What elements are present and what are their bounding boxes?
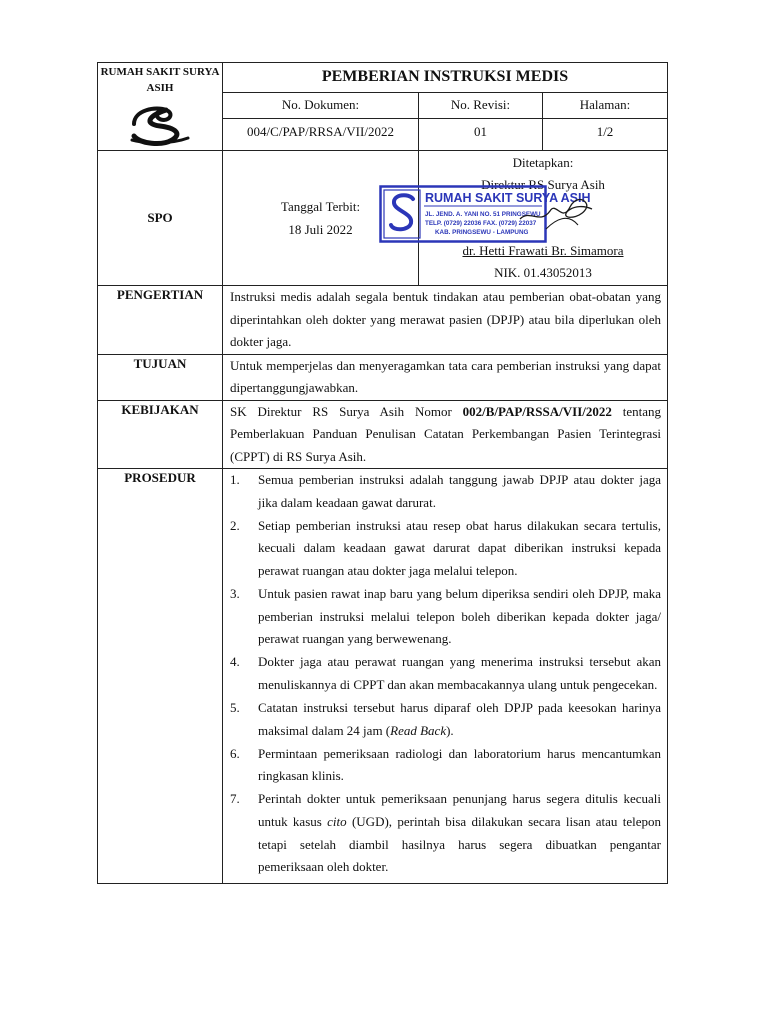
list-item: 3. Untuk pasien rawat inap baru yang belum diperiksa sendiri oleh DPJP, maka pemberian instruksi melalui telepon boleh diberikan kepada dokter jaga/ perawat ruangan yang berwewenang. xyxy=(230,585,661,647)
list-item: 5. Catatan instruksi tersebut harus diparaf oleh DPJP pada keesokan harinya maksimal dalam 24 jam (Read Back). xyxy=(230,699,661,738)
approver-title: Direktur RS Surya Asih xyxy=(481,177,605,192)
signer-nik: NIK. 01.43052013 xyxy=(494,265,592,280)
list-item: 4. Dokter jaga atau perawat ruangan yang menerima instruksi tersebut akan menuliskannya di CPPT dan akan membacakannya ulang untuk pengecekan. xyxy=(230,654,661,692)
list-item: 1. Semua pemberian instruksi adalah tanggung jawab DPJP atau dokter jaga jika dalam keadaan gawat darurat. xyxy=(230,472,661,510)
approved-label: Ditetapkan: xyxy=(512,155,574,170)
page-number: 1/2 xyxy=(543,118,668,150)
issue-date: 18 Juli 2022 xyxy=(288,222,353,237)
stamp-name: RUMAH SAKIT SURYA ASIH xyxy=(425,191,591,205)
list-item: 7. Perintah dokter untuk pemeriksaan penunjang harus segera ditulis kecuali untuk kasus cito (UGD), perintah bisa dilakukan secara lisan atau telepon tetapi setelah diambil hasilnya harus segera dibuatkan pengantar pemeriksaan oleh dokter. xyxy=(230,791,661,875)
hospital-cell xyxy=(98,63,223,151)
stamp-line-2: TELP. (0729) 22036 FAX. (0729) 22037 xyxy=(425,220,537,227)
pengertian-text xyxy=(223,286,668,355)
spo-label: SPO xyxy=(98,151,223,286)
tujuan-body: Untuk memperjelas dan menyeragamkan tata cara pemberian instruksi yang dapat dipertanggungjawabkan. xyxy=(230,357,661,395)
tujuan-text xyxy=(223,354,668,400)
signature xyxy=(516,189,596,235)
hospital-name: RUMAH SAKIT SURYA ASIH xyxy=(100,66,220,94)
doc-number-label: No. Dokumen: xyxy=(223,93,419,118)
pengertian-body: Instruksi medis adalah segala bentuk tindakan atau pemberian obat-obatan yang diperintahkan oleh dokter yang merawat pasien (DPJP) atau bila diperlukan oleh dokter jaga. xyxy=(230,289,661,349)
prosedur-list xyxy=(230,469,661,879)
issue-date-label: Tanggal Terbit: xyxy=(280,199,361,214)
kebijakan-text xyxy=(223,400,668,469)
page-label: Halaman: xyxy=(543,93,668,118)
pengertian-label: PENGERTIAN xyxy=(98,286,223,355)
spo-table xyxy=(97,62,668,884)
kebijakan-label: KEBIJAKAN xyxy=(98,400,223,469)
list-item: 2. Setiap pemberian instruksi atau resep obat harus dilakukan secara tertulis, kecuali dalam keadaan gawat darurat dapat diberikan instruksi kepada perawat ruangan atau dokter jaga melalui telepon. xyxy=(230,517,661,578)
revision-label: No. Revisi: xyxy=(419,93,543,118)
document-title: PEMBERIAN INSTRUKSI MEDIS xyxy=(223,63,668,93)
kebijakan-post: tentang Pemberlakuan Panduan Penulisan Catatan Perkembangan Pasien Terintegrasi (CPPT) di RS Surya Asih. xyxy=(230,403,661,464)
stamp-line-3: KAB. PRINGSEWU - LAMPUNG xyxy=(435,229,529,236)
doc-number: 004/C/PAP/RRSA/VII/2022 xyxy=(223,118,419,150)
revision-number: 01 xyxy=(419,118,543,150)
list-item: 6. Permintaan pemeriksaan radiologi dan laboratorium harus mencantumkan ringkasan klinis. xyxy=(230,745,661,784)
approval-cell xyxy=(419,151,668,286)
hospital-logo-icon xyxy=(126,102,194,146)
stamp-line-1: JL. JEND. A. YANI NO. 51 PRINGSEWU xyxy=(425,211,541,218)
tujuan-label: TUJUAN xyxy=(98,354,223,400)
kebijakan-number: 002/B/PAP/RSSA/VII/2022 xyxy=(462,403,612,419)
prosedur-text xyxy=(223,469,668,884)
kebijakan-pre: SK Direktur RS Surya Asih Nomor xyxy=(230,403,463,419)
signer-name: dr. Hetti Frawati Br. Simamora xyxy=(462,243,624,258)
prosedur-label: PROSEDUR xyxy=(98,469,223,884)
